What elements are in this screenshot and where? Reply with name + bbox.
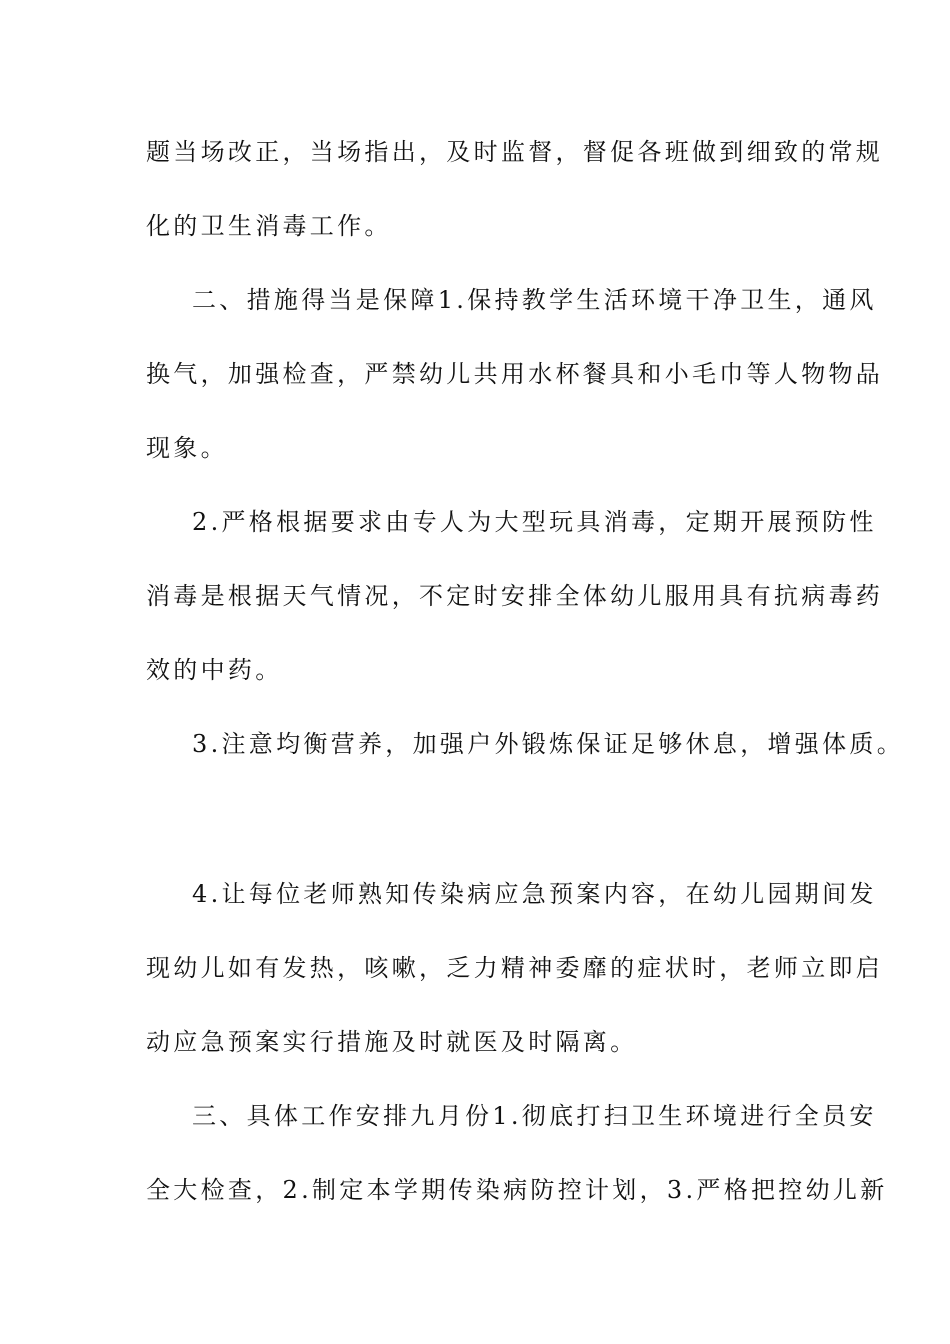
paragraph-line: 2.严格根据要求由专人为大型玩具消毒，定期开展预防性 bbox=[192, 508, 877, 536]
paragraph-line: 换气，加强检查，严禁幼儿共用水杯餐具和小毛巾等人物物品 bbox=[146, 360, 884, 388]
paragraph-line: 现幼儿如有发热，咳嗽，乏力精神委靡的症状时，老师立即启 bbox=[146, 954, 884, 982]
paragraph-line: 效的中药。 bbox=[146, 656, 283, 684]
paragraph-line: 现象。 bbox=[146, 434, 228, 462]
paragraph-line: 三、具体工作安排九月份1.彻底打扫卫生环境进行全员安 bbox=[192, 1102, 877, 1130]
paragraph-line: 二、措施得当是保障1.保持教学生活环境干净卫生，通风 bbox=[192, 286, 877, 314]
paragraph-line: 3.注意均衡营养，加强户外锻炼保证足够休息，增强体质。 bbox=[192, 730, 904, 758]
paragraph-line: 全大检查，2.制定本学期传染病防控计划，3.严格把控幼儿新 bbox=[146, 1176, 888, 1204]
paragraph-line: 动应急预案实行措施及时就医及时隔离。 bbox=[146, 1028, 638, 1056]
paragraph-line: 消毒是根据天气情况，不定时安排全体幼儿服用具有抗病毒药 bbox=[146, 582, 884, 610]
paragraph-line: 题当场改正，当场指出，及时监督，督促各班做到细致的常规 bbox=[146, 138, 884, 166]
paragraph-line: 4.让每位老师熟知传染病应急预案内容，在幼儿园期间发 bbox=[192, 880, 877, 908]
paragraph-line: 化的卫生消毒工作。 bbox=[146, 212, 392, 240]
